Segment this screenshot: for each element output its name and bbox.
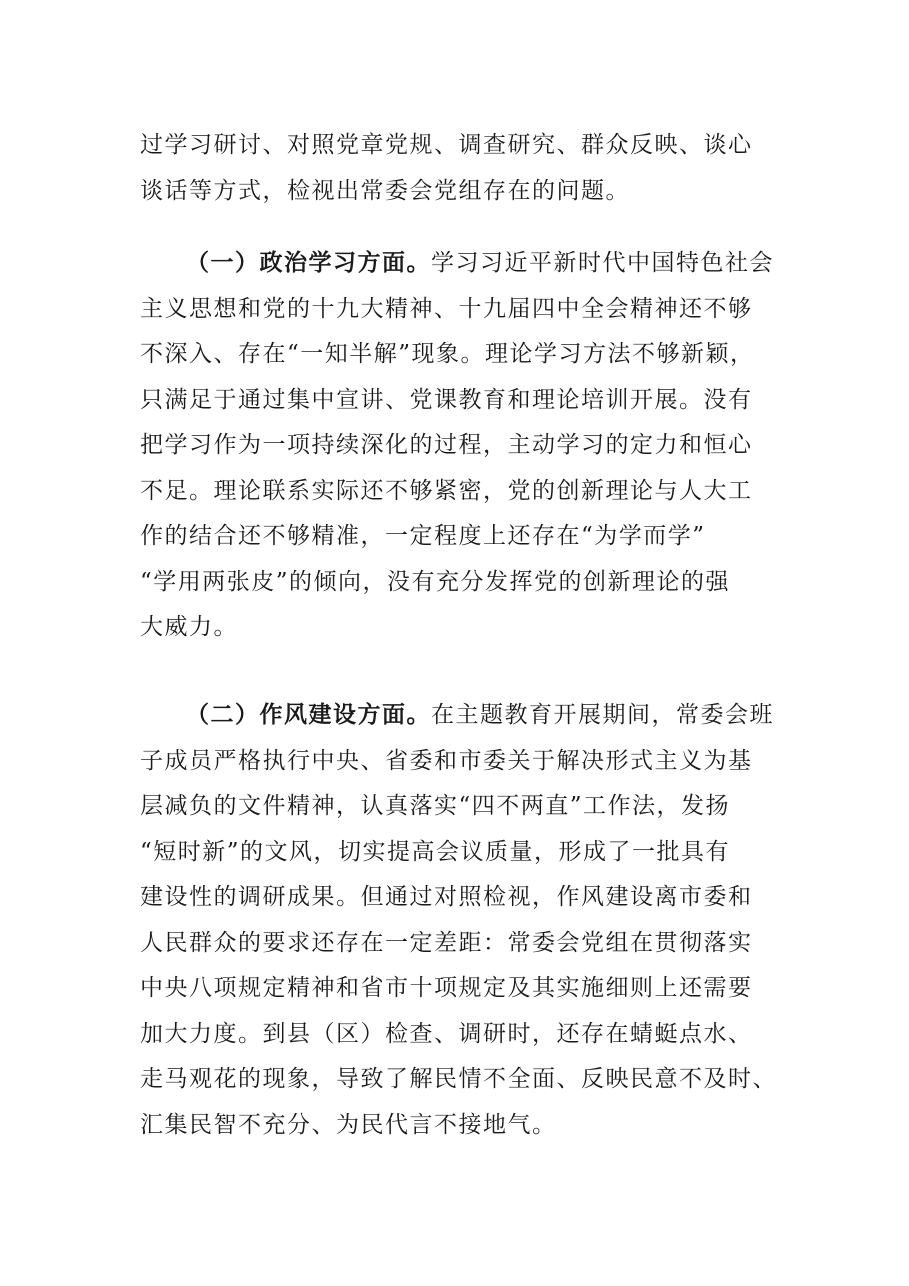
text-line: 不足。理论联系实际还不够紧密，党的创新理论与人大工 <box>140 477 753 504</box>
text-line: 加大力度。到县（区）检查、调研时，还存在蜻蜓点水、 <box>140 1020 753 1047</box>
text-line: 建设性的调研成果。但通过对照检视，作风建设离市委和 <box>140 884 753 910</box>
section-heading: （一）政治学习方面。 <box>186 250 431 276</box>
text-line: 汇集民智不充分、为民代言不接地气。 <box>140 1111 557 1138</box>
text-line: 作的结合还不够精准，一定程度上还存在“为学而学” <box>140 523 706 549</box>
text-line: 谈话等方式，检视出常委会党组存在的问题。 <box>140 177 630 204</box>
text-line: 人民群众的要求还存在一定差距：常委会党组在贯彻落实 <box>140 929 753 956</box>
text-run: 在主题教育开展期间，常委会班 <box>431 702 774 728</box>
paragraph-political-study <box>140 241 780 651</box>
text-line: 主义思想和党的十九大精神、十九届四中全会精神还不够 <box>140 295 753 322</box>
text-line: 中央八项规定精神和省市十项规定及其实施细则上还需要 <box>140 975 753 1001</box>
text-line: 不深入、存在“一知半解”现象。理论学习方法不够新颖， <box>140 341 755 367</box>
text-line: 过学习研讨、对照党章党规、调查研究、群众反映、谈心 <box>140 132 753 158</box>
text-run: 学习习近平新时代中国特色社会 <box>431 250 774 276</box>
paragraph-intro-continuation <box>140 123 780 214</box>
text-line: 只满足于通过集中宣讲、党课教育和理论培训开展。没有 <box>140 386 753 413</box>
text-line: 子成员严格执行中央、省委和市委关于解决形式主义为基 <box>140 747 753 774</box>
first-line <box>140 693 780 739</box>
section-heading: （二）作风建设方面。 <box>186 702 431 728</box>
text-line: 层减负的文件精神，认真落实“四不两直”工作法，发扬 <box>140 793 731 819</box>
text-line: 走马观花的现象，导致了解民情不全面、反映民意不及时、 <box>140 1066 777 1092</box>
text-line: 大威力。 <box>140 614 238 640</box>
text-line: 把学习作为一项持续深化的过程，主动学习的定力和恒心 <box>140 432 753 458</box>
text-line: “短时新”的文风，切实提高会议质量，形成了一批具有 <box>140 838 731 865</box>
first-line <box>140 241 780 287</box>
text-line: “学用两张皮”的倾向，没有充分发挥党的创新理论的强 <box>140 568 731 595</box>
paragraph-work-style <box>140 693 780 1148</box>
